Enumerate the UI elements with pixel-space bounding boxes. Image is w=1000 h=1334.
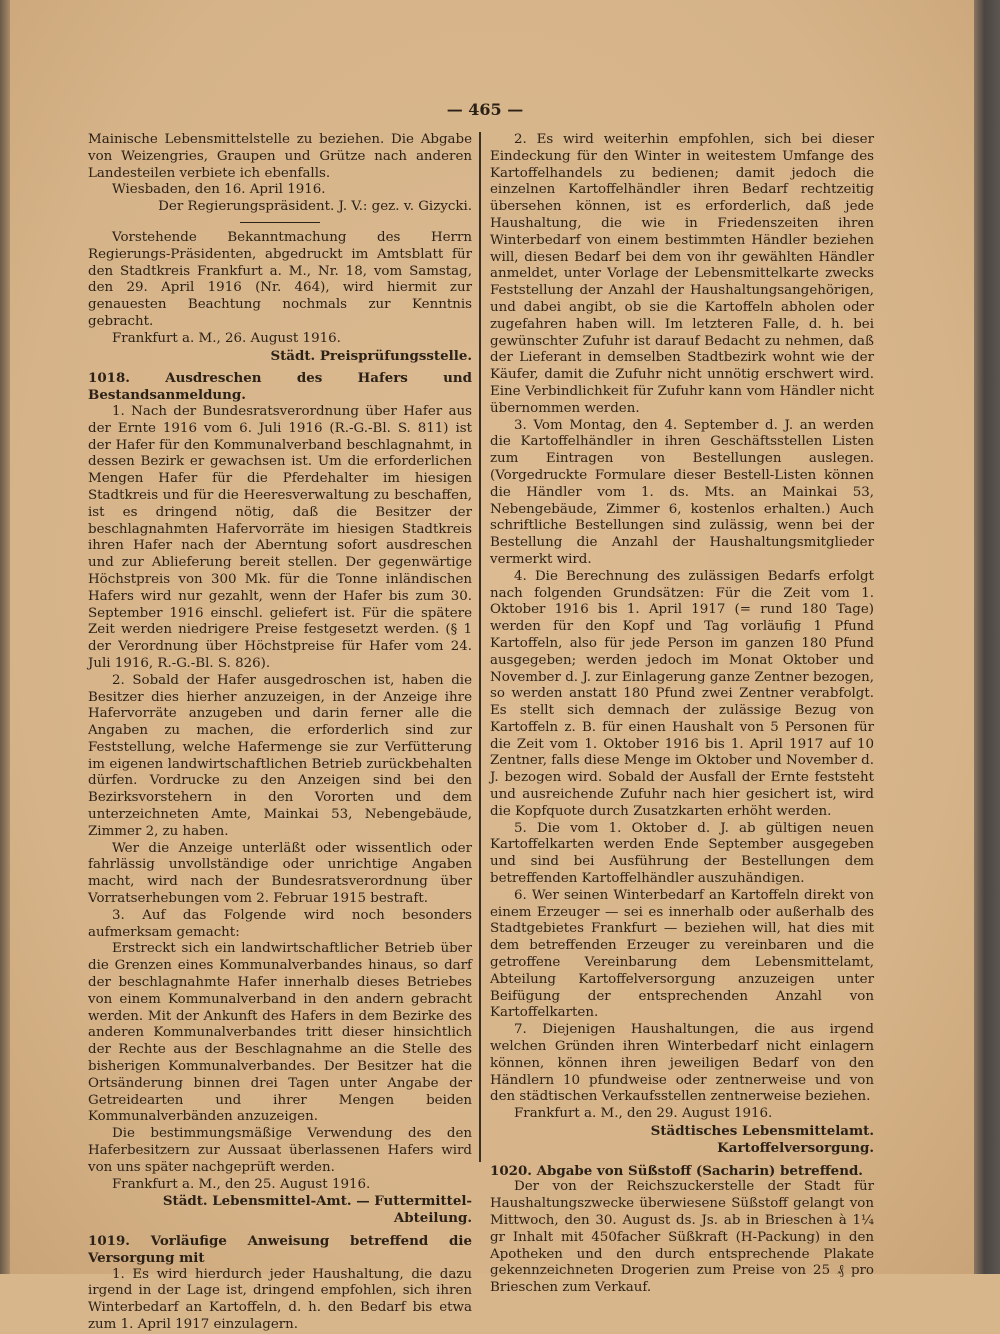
- section-heading-1020: 1020. Abgabe von Süßstoff (Sacharin) betreffend.: [490, 1162, 863, 1179]
- paragraph: Vorstehende Bekanntmachung des Herrn Regierungs-Präsidenten, abgedruckt im Amtsblatt für den Stadtkreis Frankfurt a. M., Nr. 18, vom Samstag, den 29. April 1916 (Nr. 464), wird hiermit zur genauesten Beachtung nochmals zur Kenntnis gebracht.: [88, 229, 472, 329]
- paragraph: Wer die Anzeige unterläßt oder wissentlich oder fahrlässig unvollständige oder unrichtige Angaben macht, wird nach der Bundesratsverordnung über Vorratserhebungen vom 2. Februar 1915 bestraft.: [88, 840, 472, 907]
- signature: Städtisches Lebensmittelamt. Kartoffelversorgung.: [650, 1123, 874, 1156]
- paragraph: 5. Die vom 1. Oktober d. J. ab gültigen neuen Kartoffelkarten werden Ende September ausgegeben und sind bei Ausführung der Bestellungen dem betreffenden Kartoffelhändler auszuhändigen.: [490, 820, 874, 887]
- paragraph: 6. Wer seinen Winterbedarf an Kartoffeln direkt von einem Erzeuger — sei es innerhalb oder außerhalb des Stadtgebietes Frankfurt — beziehen will, hat dies mit dem betreffenden Erzeuger zu vereinbaren und die getroffene Vereinbarung dem Lebensmittelamt, Abteilung Kartoffelversorgung anzuzeigen unter Beifügung der entsprechenden Anzahl von Kartoffelkarten.: [490, 887, 874, 1021]
- paragraph: 3. Vom Montag, den 4. September d. J. an werden die Kartoffelhändler in ihren Geschäftsstellen Listen zum Eintragen von Bestellungen auslegen. (Vorgedruckte Formulare dieser Bestell-Listen können die Händler vom 1. ds. Mts. an Mainkai 53, Nebengebäude, Zimmer 6, kostenlos erhalten.) Auch schriftliche Bestellungen sind zulässig, wenn bei der Bestellung die Anzahl der Haushaltungsmitglieder vermerkt wird.: [490, 417, 874, 567]
- signature: Städt. Lebensmittel-Amt. — Futtermittel-Abteilung.: [162, 1193, 472, 1227]
- paragraph: Der von der Reichszuckerstelle der Stadt für Haushaltungszwecke überwiesene Süßstoff gelangt von Mittwoch, den 30. August ds. Js. ab in Brieschen à 1¼ gr Inhalt mit 450facher Süßkraft (H-Packung) in den Apotheken und den durch entsprechende Plakate gekennzeichneten Drogerien zum Preise von 25 ₰ pro Brieschen zum Verkauf.: [490, 1179, 874, 1296]
- place-date: Frankfurt a. M., den 29. August 1916.: [514, 1106, 773, 1122]
- paragraph: 1. Nach der Bundesratsverordnung über Hafer aus der Ernte 1916 vom 6. Juli 1916 (R.-G.-Bl. S. 811) ist der Hafer für den Kommunalverband beschlagnahmt, in dessen Bezirk er gewachsen ist. Um die erforderlichen Mengen Hafer für die Pferdehalter im hiesigen Stadtkreis und für die Heeresverwaltung zu beschaffen, ist es dringend nötig, daß die Besitzer der beschlagnahmten Hafervorräte im hiesigen Stadtkreis ihren Hafer nach der Aberntung sofort ausdreschen und zur Ablieferung bereit stellen. Der gegenwärtige Höchstpreis von 300 Mk. für die Tonne inländischen Hafers wird nur gezahlt, wenn der Hafer bis zum 30. September 1916 einschl. geliefert ist. Für die spätere Zeit werden niedrigere Preise festgesetzt werden. (§ 1 der Verordnung über Höchstpreise für Hafer vom 24. Juli 1916, R.-G.-Bl. S. 826).: [88, 403, 472, 671]
- paragraph: 2. Es wird weiterhin empfohlen, sich bei dieser Eindeckung für den Winter in weitestem Umfange des Kartoffelhandels zu bedienen; damit jedoch die einzelnen Kartoffelhändler ihren Bedarf rechtzeitig übersehen können, ist es erforderlich, daß jede Haushaltung, die wie in Friedenszeiten ihren Winterbedarf von einem bestimmten Händler beziehen will, diesen Bedarf bei dem von ihr gewählten Händler anmeldet, unter Vorlage der Lebensmittelkarte zwecks Feststellung der Anzahl der Haushaltungsangehörigen, und dabei angibt, ob sie die Kartoffeln abholen oder zugefahren haben will. Im letzteren Falle, d. h. bei gewünschter Zufuhr ist darauf Bedacht zu nehmen, daß der Lieferant in demselben Stadtbezirk wohnt wie der Käufer, damit die Zufuhr nicht unnötig erschwert wird. Eine Verbindlichkeit für Zufuhr kann vom Händler nicht übernommen werden.: [490, 132, 874, 416]
- paragraph: Mainische Lebensmittelstelle zu beziehen. Die Abgabe von Weizengries, Graupen und Grütze nach anderen Landesteilen verbiete ich ebenfalls.: [88, 132, 472, 181]
- paragraph: Erstreckt sich ein landwirtschaftlicher Betrieb über die Grenzen eines Kommunalverbandes hinaus, so darf der beschlagnahmte Hafer innerhalb dieses Betriebes von einem Kommunalverband in den andern gebracht werden. Mit der Ankunft des Hafers in dem Bezirke des anderen Kommunalverbandes tritt dieser hinsichtlich der Rechte aus der Beschlagnahme an die Stelle des bisherigen Kommunalverbandes. Der Besitzer hat die Ortsänderung binnen drei Tagen unter Angabe der Getreidearten und ihrer Mengen beiden Kommunalverbänden anzuzeigen.: [88, 941, 472, 1125]
- left-column: [88, 132, 472, 1334]
- place-date: Wiesbaden, den 16. April 1916.: [112, 182, 326, 198]
- page-number: — 465 —: [446, 100, 524, 119]
- signature: Der Regierungspräsident. J. V.: gez. v. Gizycki.: [158, 199, 472, 215]
- paragraph: Die bestimmungsmäßige Verwendung des den Haferbesitzern zur Aussaat überlassenen Hafers wird von uns später nachgeprüft werden.: [88, 1126, 472, 1175]
- book-page-edges: [974, 0, 1000, 1274]
- paragraph: 7. Diejenigen Haushaltungen, die aus irgend welchen Gründen ihren Winterbedarf nicht einlagern können, können ihren jeweiligen Bedarf von den Händlern 10 pfundweise oder zentnerweise und von den städtischen Verkaufsstellen zentnerweise beziehen.: [490, 1022, 874, 1105]
- section-heading-1019: 1019. Vorläufige Anweisung betreffend die Versorgung mit: [88, 1233, 472, 1266]
- right-column: [490, 132, 874, 1297]
- section-heading-1018: 1018. Ausdreschen des Hafers und Bestandsanmeldung.: [88, 370, 472, 404]
- place-date: Frankfurt a. M., 26. August 1916.: [112, 330, 341, 346]
- signature: Städt. Preisprüfungsstelle.: [270, 347, 472, 364]
- paragraph: 2. Sobald der Hafer ausgedroschen ist, haben die Besitzer dies hierher anzuzeigen, in der Anzeige ihre Hafervorräte anzugeben und darin ferner alle die Angaben zu machen, die erforderlich sind zur Feststellung, welche Hafermenge sie zur Verfütterung im eigenen landwirtschaftlichen Betrieb zurückbehalten dürfen. Vordrucke zu den Anzeigen sind bei den Bezirksvorstehern in den Vororten und dem unterzeichneten Amte, Mainkai 53, Nebengebäude, Zimmer 2, zu haben.: [88, 672, 472, 839]
- place-date: Frankfurt a. M., den 25. August 1916.: [112, 1176, 371, 1192]
- paragraph: 1. Es wird hierdurch jeder Haushaltung, die dazu irgend in der Lage ist, dringend empfohlen, sich ihren Winterbedarf an Kartoffeln, d. h. den Bedarf bis etwa zum 1. April 1917 einzulagern.: [88, 1266, 472, 1332]
- document-page: [10, 0, 974, 1332]
- column-divider: [479, 132, 481, 1162]
- paragraph: 3. Auf das Folgende wird noch besonders aufmerksam gemacht:: [88, 907, 472, 940]
- paragraph: 4. Die Berechnung des zulässigen Bedarfs erfolgt nach folgenden Grundsätzen: Für die Zeit vom 1. Oktober 1916 bis 1. April 1917 (= rund 180 Tage) werden für den Kopf und Tag vorläufig 1 Pfund Kartoffeln, also für jede Person im ganzen 180 Pfund ausgegeben; werden jedoch im Monat Oktober und November d. J. zur Einlagerung ganze Zentner bezogen, so werden anstatt 180 Pfund zwei Zentner verabfolgt. Es stellt sich demnach der zulässige Bezug von Kartoffeln z. B. für einen Haushalt von 5 Personen für die Zeit vom 1. Oktober 1916 bis 1. April 1917 auf 10 Zentner, falls diese Menge im Oktober und November d. J. bezogen wird. Sobald der Ausfall der Ernte feststeht und ausreichende Zufuhr nach hier gesichert ist, wird die Kopfquote durch Zusatzkarten erhöht werden.: [490, 568, 874, 819]
- separator-rule: [240, 222, 320, 223]
- book-binding: [0, 0, 10, 1274]
